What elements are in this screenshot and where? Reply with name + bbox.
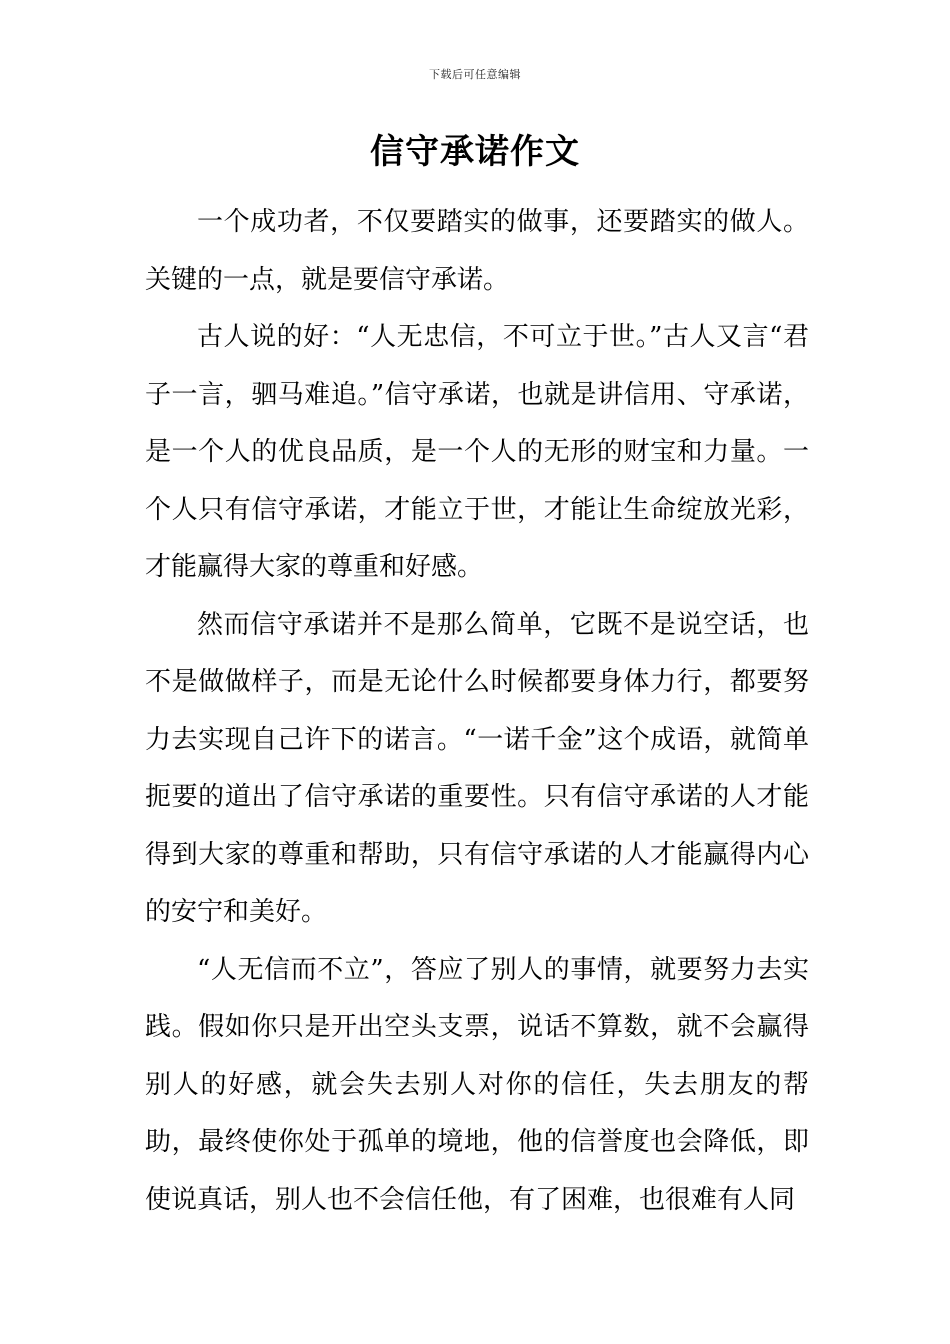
page-title: 信守承诺作文 bbox=[370, 132, 580, 172]
header-note: 下载后可任意编辑 bbox=[429, 68, 521, 81]
paragraph: 然而信守承诺并不是那么简单，它既不是说空话，也不是做做样子，而是无论什么时候都要身体力行，都要努力去实现自己许下的诺言。“一诺千金”这个成语，就简单扼要的道出了信守承诺的重要性。只有信守承诺的人才能得到大家的尊重和帮助，只有信守承诺的人才能赢得内心的安宁和美好。 bbox=[145, 609, 809, 927]
paragraph: “人无信而不立”，答应了别人的事情，就要努力去实践。假如你只是开出空头支票，说话不算数，就不会赢得别人的好感，就会失去别人对你的信任，失去朋友的帮助，最终使你处于孤单的境地，他的信誉度也会降低，即使说真话，别人也不会信任他，有了困难，也很难有人同 bbox=[145, 954, 809, 1215]
essay-body bbox=[145, 194, 809, 1229]
paragraph: 一个成功者，不仅要踏实的做事，还要踏实的做人。关键的一点，就是要信守承诺。 bbox=[145, 207, 809, 295]
paragraph: 古人说的好：“人无忠信，不可立于世。”古人又言“君子一言，驷马难追。”信守承诺，也就是讲信用、守承诺，是一个人的优良品质，是一个人的无形的财宝和力量。一个人只有信守承诺，才能立于世，才能让生命绽放光彩，才能赢得大家的尊重和好感。 bbox=[145, 322, 809, 582]
